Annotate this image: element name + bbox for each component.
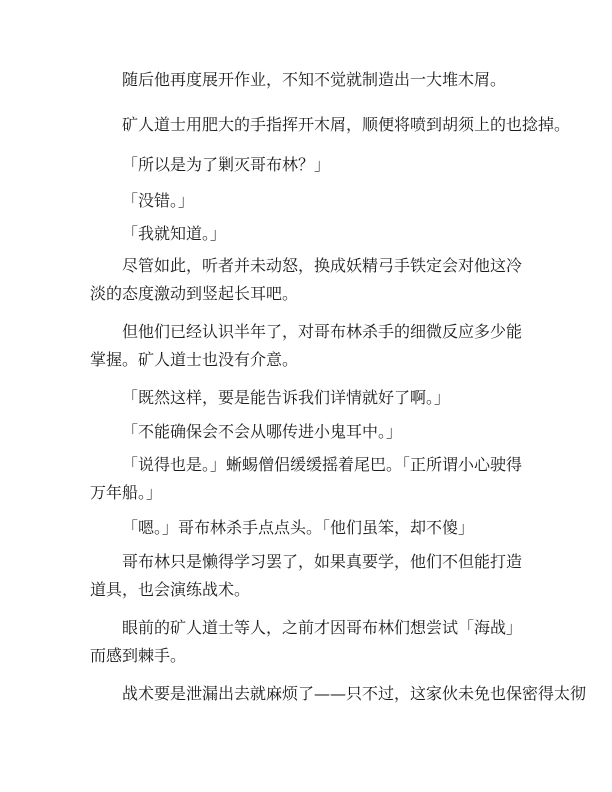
paragraph-3: 「所以是为了剿灭哥布林？」	[122, 155, 331, 174]
paragraph-2: 矿人道士用肥大的手指挥开木屑，顺便将喷到胡须上的也捻掉。	[122, 115, 571, 134]
paragraph-9: 「不能确保会不会从哪传进小鬼耳中。」	[122, 422, 403, 441]
paragraph-6: 尽管如此，听者并未动怒，换成妖精弓手铁定会对他这冷淡的态度激动到竖起长耳吧。	[90, 256, 523, 303]
paragraph-5: 「我就知道。」	[122, 224, 227, 243]
paragraph-1: 随后他再度展开作业，不知不觉就制造出一大堆木屑。	[122, 70, 507, 89]
paragraph-12: 哥布林只是懒得学习罢了，如果真要学，他们不但能打造道具，也会演练战术。	[90, 552, 523, 599]
paragraph-7: 但他们已经认识半年了，对哥布林杀手的细微反应多少能掌握。矿人道士也没有介意。	[90, 322, 523, 369]
paragraph-10: 「说得也是。」蜥蜴僧侣缓缓摇着尾巴。「正所谓小心驶得万年船。」	[90, 455, 523, 502]
paragraph-8: 「既然这样，要是能告诉我们详情就好了啊。」	[122, 388, 451, 407]
paragraph-13: 眼前的矿人道士等人，之前才因哥布林们想尝试「海战」而感到棘手。	[90, 618, 523, 665]
paragraph-14: 战术要是泄漏出去就麻烦了——只不过，这家伙未免也保密得太彻	[122, 684, 587, 703]
paragraph-4: 「没错。」	[122, 191, 195, 210]
paragraph-11: 「嗯。」哥布林杀手点点头。「他们虽笨，却不傻」	[122, 518, 475, 537]
